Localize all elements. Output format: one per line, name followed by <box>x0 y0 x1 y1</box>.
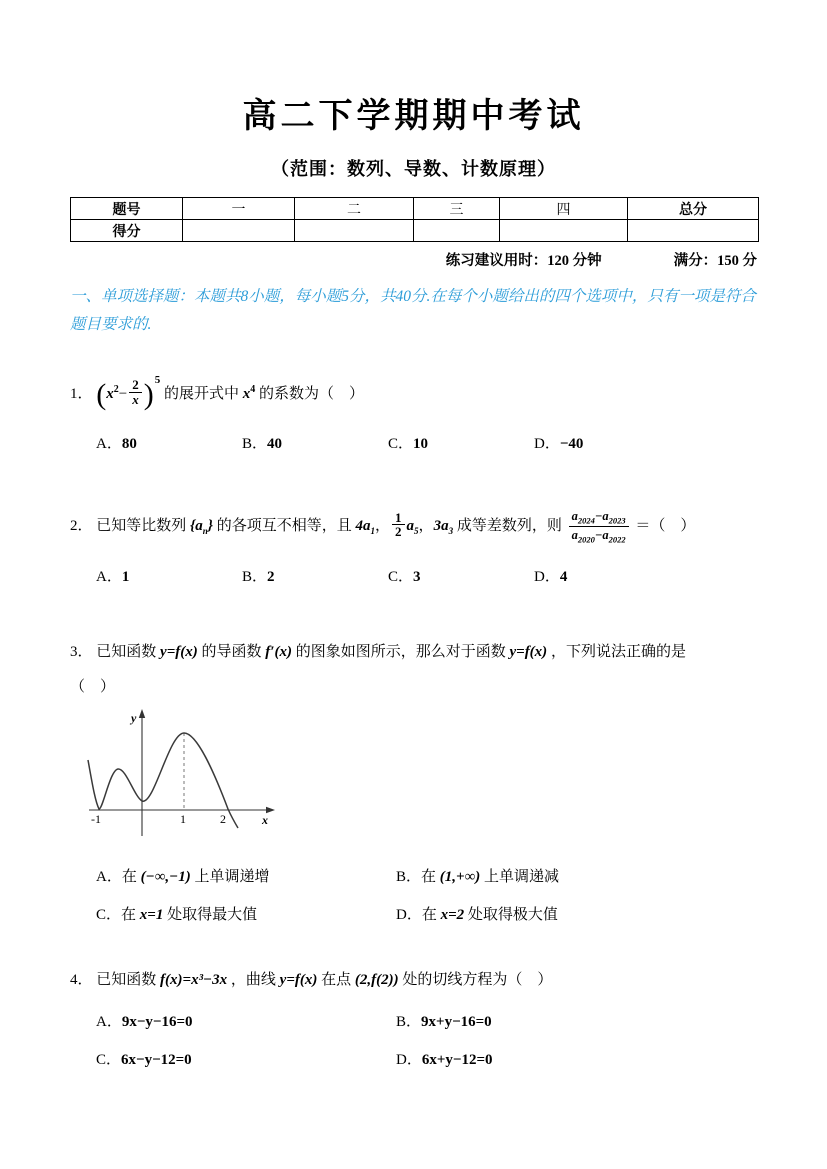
score-label: 得分 <box>71 220 183 242</box>
q3-math-2: f′(x) <box>265 643 292 660</box>
q1-option-a <box>96 432 242 453</box>
q4-math-1: f(x)=x³−3x <box>160 972 228 989</box>
question-2 <box>70 505 757 586</box>
col-total: 总分 <box>628 198 759 220</box>
q1-left-paren: ( <box>96 377 107 411</box>
y-axis-label: y <box>131 711 137 726</box>
q3-option-a-label: A． <box>96 869 122 886</box>
q2-option-b <box>242 565 388 586</box>
q2-big-fraction-denominator <box>569 527 629 546</box>
q2-fn1: a <box>571 508 578 523</box>
q3-option-c-label: C． <box>96 907 122 924</box>
tick-1: 1 <box>180 812 186 827</box>
q3-option-a <box>96 865 396 886</box>
q4-option-a-label: A． <box>96 1013 122 1030</box>
q4-text-1: 已知函数 <box>96 972 157 989</box>
q1-fraction-denominator: x <box>132 391 139 407</box>
q2-stem <box>70 505 757 549</box>
question-3 <box>70 640 757 925</box>
exam-title: 高二下学期期中考试 <box>242 98 585 135</box>
q2-fd1-sub: 2020 <box>577 534 595 545</box>
tick-2: 2 <box>220 812 226 827</box>
q2-option-b-label: B． <box>242 568 268 585</box>
q3-option-c <box>96 903 396 924</box>
q2-half-fraction <box>392 511 405 539</box>
q2-sequence <box>190 518 214 537</box>
q2-fn2-sub: 2023 <box>608 515 626 526</box>
q3-option-c-math: x=1 <box>139 907 164 924</box>
q2-fminus-top: − <box>594 508 603 523</box>
question-number-label: 题号 <box>71 198 183 220</box>
score-cell-4 <box>500 220 628 242</box>
q2-text-2: 的各项互不相等，且 <box>216 518 352 535</box>
q2-text-3: 成等差数列，则 <box>456 518 562 535</box>
q2-option-c <box>388 565 534 586</box>
q2-number: 2． <box>70 518 93 535</box>
q3-option-d-pre: 在 <box>421 907 437 924</box>
q2-option-a-label: A． <box>96 568 122 585</box>
q2-option-b-value: 2 <box>267 568 275 585</box>
q3-math-1: y=f(x) <box>160 643 198 660</box>
q2-term-3 <box>433 518 454 537</box>
q2-term-3-sub: 3 <box>448 526 454 537</box>
q3-stem <box>70 640 757 666</box>
q2-option-d <box>534 565 680 586</box>
q1-term-exponent: 4 <box>250 383 256 395</box>
q1-option-c <box>388 432 534 453</box>
q3-option-b <box>396 865 757 886</box>
q3-option-d <box>396 903 757 924</box>
q2-text-tail: ＝（ ） <box>635 518 696 535</box>
q2-option-a <box>96 565 242 586</box>
q4-options <box>96 1010 757 1069</box>
q4-option-a <box>96 1010 396 1031</box>
q2-fn2: a <box>602 508 609 523</box>
question-4 <box>70 968 757 1069</box>
q2-brace-left: { <box>190 518 196 535</box>
q4-text-3: 在点 <box>321 972 352 989</box>
q3-option-a-pre: 在 <box>121 869 137 886</box>
q2-term-2-body: a <box>406 518 415 535</box>
q4-option-d-value: 6x+y−12=0 <box>421 1051 493 1068</box>
col-part-3: 三 <box>414 198 500 220</box>
section-heading: 一、单项选择题：本题共8小题，每小题5分，共40分.在每个小题给出的四个选项中，只有一项是符合题目要求的. <box>70 288 756 333</box>
q2-big-fraction <box>569 508 629 546</box>
score-table <box>70 197 759 242</box>
q2-option-c-label: C． <box>388 568 414 585</box>
suggested-time: 练习建议用时：120 分钟 <box>445 253 602 269</box>
q2-option-a-value: 1 <box>121 568 130 585</box>
score-table-header-row <box>71 198 759 220</box>
q1-option-b-value: 40 <box>267 436 283 453</box>
q3-option-c-pre: 在 <box>121 907 137 924</box>
q2-fminus-bot: − <box>594 528 603 543</box>
score-cell-1 <box>183 220 295 242</box>
q1-option-c-label: C． <box>388 436 414 453</box>
q1-fraction-numerator: 2 <box>129 378 142 393</box>
q1-base: x <box>106 385 114 402</box>
q1-text-tail: 的系数为（ ） <box>259 385 365 402</box>
q4-option-b-label: B． <box>396 1013 422 1030</box>
q1-term: x <box>242 385 251 402</box>
question-1 <box>70 365 757 454</box>
q2-option-c-value: 3 <box>413 568 421 585</box>
q2-term-3-body: 3a <box>433 518 449 535</box>
q3-graph-wrap <box>84 706 757 849</box>
q1-option-c-value: 10 <box>413 436 429 453</box>
q1-stem <box>70 365 757 417</box>
q4-math-2: y=f(x) <box>279 972 318 989</box>
q2-option-d-label: D． <box>534 568 560 585</box>
tick-minus-1: -1 <box>91 812 101 827</box>
q4-number: 4． <box>70 972 93 989</box>
q1-option-b-label: B． <box>242 436 268 453</box>
q1-options <box>96 432 757 453</box>
q1-option-a-value: 80 <box>121 436 137 453</box>
q1-option-b <box>242 432 388 453</box>
q1-base-exponent: 2 <box>113 383 119 395</box>
q3-option-b-label: B． <box>396 869 422 886</box>
q4-option-d-label: D． <box>396 1051 422 1068</box>
q1-option-d-value: −40 <box>559 436 584 453</box>
q1-option-a-label: A． <box>96 436 122 453</box>
q3-number: 3． <box>70 643 93 660</box>
q3-option-a-post: 上单调递增 <box>194 869 270 886</box>
col-part-4: 四 <box>500 198 628 220</box>
score-cell-3 <box>414 220 500 242</box>
q3-option-b-pre: 在 <box>421 869 437 886</box>
q4-math-3: (2,f(2)) <box>354 972 399 989</box>
q2-big-fraction-numerator <box>569 508 629 528</box>
derivative-curve <box>88 733 238 828</box>
q1-number: 1． <box>70 385 93 402</box>
q3-options <box>96 865 757 924</box>
q3-text-1: 已知函数 <box>96 643 157 660</box>
q2-fn1-sub: 2024 <box>577 515 595 526</box>
q2-term-1 <box>355 518 376 537</box>
q3-option-d-post: 处取得极大值 <box>467 907 558 924</box>
q3-option-b-math: (1,+∞) <box>439 869 481 886</box>
q4-option-c-label: C． <box>96 1051 122 1068</box>
q3-option-c-post: 处取得最大值 <box>167 907 258 924</box>
q4-option-c-value: 6x−y−12=0 <box>121 1051 192 1068</box>
score-table-score-row <box>71 220 759 242</box>
q3-option-a-math: (−∞,−1) <box>140 869 191 886</box>
q3-text-2: 的导函数 <box>201 643 262 660</box>
q3-text-4: ，下列说法正确的是 <box>550 643 686 660</box>
q1-text-mid: 的展开式中 <box>163 385 239 402</box>
q4-option-d <box>396 1048 757 1069</box>
q2-text-1: 已知等比数列 <box>96 518 187 535</box>
q2-term-2-sub: 5 <box>414 526 419 537</box>
q3-option-d-label: D． <box>396 907 422 924</box>
exam-subtitle: （范围：数列、导数、计数原理） <box>271 159 556 179</box>
q1-fraction <box>129 378 142 406</box>
q4-option-b-value: 9x+y−16=0 <box>421 1013 492 1030</box>
q3-answer-paren: （ ） <box>70 679 116 696</box>
q1-option-d <box>534 432 680 453</box>
q2-option-d-value: 4 <box>559 568 568 585</box>
q2-term-1-body: 4a <box>355 518 371 535</box>
q4-stem <box>70 968 757 994</box>
q2-term-1-sub: 1 <box>370 526 376 537</box>
q2-seq-sub: n <box>202 526 208 537</box>
q2-fd2-sub: 2022 <box>608 534 626 545</box>
col-part-2: 二 <box>295 198 414 220</box>
q2-seq-var: a <box>195 518 203 535</box>
derivative-graph <box>84 706 284 844</box>
q4-option-c <box>96 1048 396 1069</box>
score-cell-2 <box>295 220 414 242</box>
x-axis-label: x <box>262 813 268 828</box>
q2-brace-right: } <box>207 518 214 535</box>
y-axis-arrow <box>139 709 145 718</box>
q2-half-den: 2 <box>395 524 402 540</box>
q3-option-d-math: x=2 <box>440 907 465 924</box>
q3-text-3: 的图象如图所示，那么对于函数 <box>295 643 506 660</box>
q2-fd1: a <box>571 528 578 543</box>
q3-math-3: y=f(x) <box>509 643 548 660</box>
col-part-1: 一 <box>183 198 295 220</box>
q2-half-num: 1 <box>392 511 405 526</box>
q1-minus: − <box>118 385 128 402</box>
q1-option-d-label: D． <box>534 436 560 453</box>
q2-options <box>96 565 757 586</box>
q4-text-2: ，曲线 <box>230 972 276 989</box>
meta-row <box>70 249 757 270</box>
q4-option-b <box>396 1010 757 1031</box>
q1-right-paren: ) <box>143 377 154 411</box>
q2-term-2 <box>406 518 419 537</box>
full-score: 满分：150 分 <box>673 253 757 269</box>
score-cell-total <box>628 220 759 242</box>
q4-option-a-value: 9x−y−16=0 <box>121 1013 193 1030</box>
q2-comma-1: ， <box>375 518 391 535</box>
q2-comma-2: ， <box>418 518 434 535</box>
q4-text-4: 处的切线方程为（ ） <box>402 972 553 989</box>
q2-fd2: a <box>602 528 609 543</box>
q1-power: 5 <box>154 373 161 386</box>
q3-option-b-post: 上单调递减 <box>484 869 560 886</box>
